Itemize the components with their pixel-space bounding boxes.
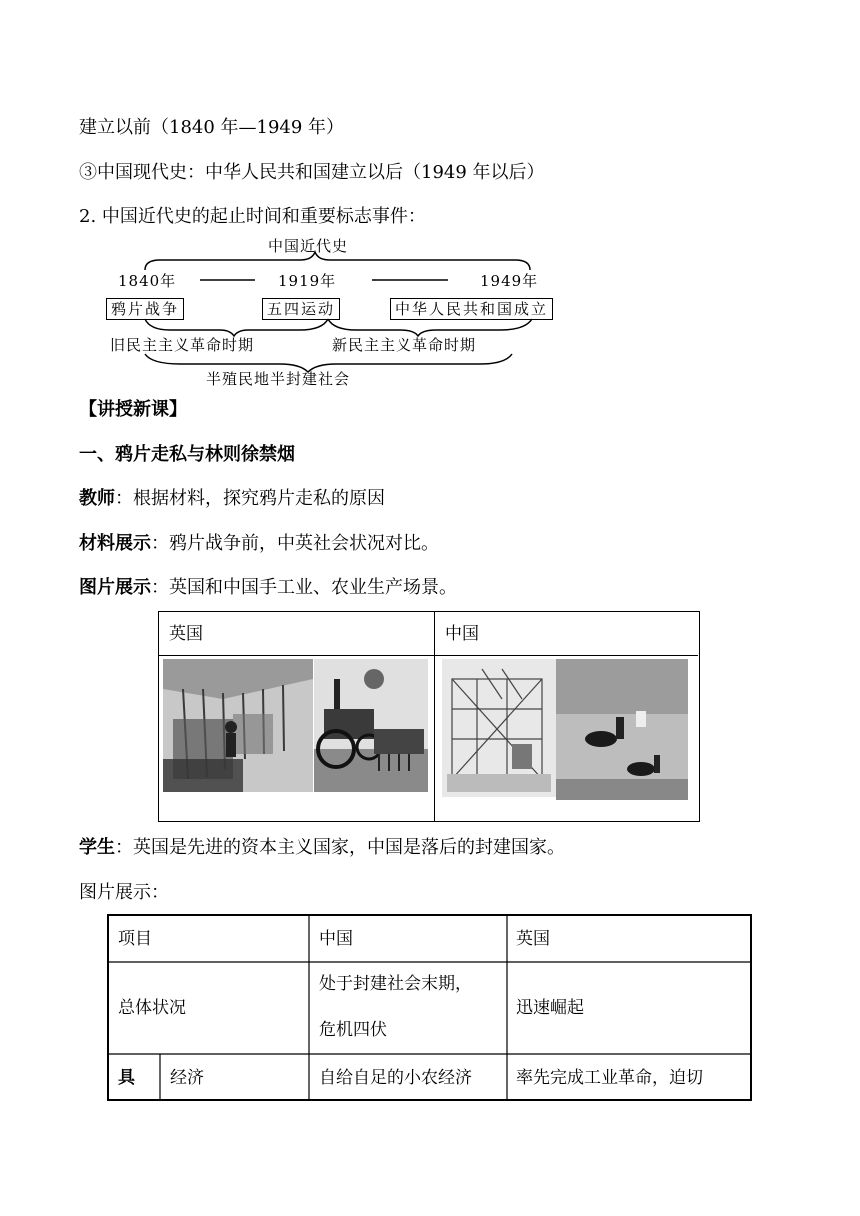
picture-line-2 [79, 881, 169, 905]
section-heading: 一、鸦片走私与林则徐禁烟 [79, 444, 295, 465]
picture-label: 图片展示 [79, 577, 151, 598]
material-label: 材料展示 [79, 533, 151, 554]
picture-text-2: ： [151, 882, 169, 903]
text-line: ③中国现代史：中华人民共和国建立以后（1949 年以后） [79, 162, 545, 183]
cell-britain-overall: 迅速崛起 [516, 998, 584, 1018]
student-label: 学生 [79, 837, 115, 858]
student-text: ：英国是先进的资本主义国家，中国是落后的封建国家。 [115, 837, 565, 858]
teacher-line [79, 487, 385, 511]
row-label-economy: 经济 [170, 1068, 204, 1088]
event-box: 中华人民共和国成立 [390, 298, 553, 320]
timeline-diagram [100, 236, 620, 391]
row-label-overall: 总体状况 [118, 998, 186, 1018]
teacher-text: ：根据材料，探究鸦片走私的原因 [115, 488, 385, 509]
year-label: 1919年 [278, 272, 337, 290]
header-britain: 英国 [516, 929, 550, 949]
picture-label-2: 图片展示 [79, 882, 151, 903]
student-line [79, 836, 565, 860]
textile-mill-photo [163, 659, 313, 792]
lesson-header: 【讲授新课】 [79, 399, 187, 420]
header-item: 项目 [118, 929, 152, 949]
teacher-label: 教师 [79, 488, 115, 509]
timeline-title: 中国近代史 [268, 237, 349, 255]
event-box: 鸦片战争 [106, 298, 184, 320]
ox-ploughing-photo [556, 659, 688, 800]
period-label: 新民主主义革命时期 [332, 336, 477, 354]
picture-line [79, 576, 457, 600]
cell-china-overall-2: 危机四伏 [319, 1020, 387, 1040]
text-line: 2. 中国近代史的起止时间和重要标志事件： [79, 206, 426, 227]
event-box: 五四运动 [262, 298, 340, 320]
column-header-china: 中国 [435, 612, 698, 656]
steam-tractor-photo [314, 659, 428, 792]
column-header-britain: 英国 [159, 612, 435, 656]
cell-britain-economy: 率先完成工业革命，迫切 [516, 1068, 703, 1088]
cell-china-economy: 自给自足的小农经济 [319, 1068, 472, 1088]
production-image-table [158, 611, 700, 822]
year-label: 1949年 [480, 272, 539, 290]
period-label: 旧民主主义革命时期 [110, 336, 255, 354]
society-label: 半殖民地半封建社会 [206, 370, 351, 388]
cell-china-overall-1: 处于封建社会末期， [319, 974, 472, 994]
text-line: 建立以前（1840 年—1949 年） [79, 117, 345, 138]
picture-text: ：英国和中国手工业、农业生产场景。 [151, 577, 457, 598]
loom-illustration [442, 659, 556, 797]
material-line [79, 532, 439, 556]
material-text: ：鸦片战争前，中英社会状况对比。 [151, 533, 439, 554]
year-label: 1840年 [118, 272, 177, 290]
comparison-table [107, 914, 752, 1101]
row-label-specific: 具 [118, 1068, 135, 1088]
header-china: 中国 [319, 929, 353, 949]
column-divider [434, 612, 435, 821]
